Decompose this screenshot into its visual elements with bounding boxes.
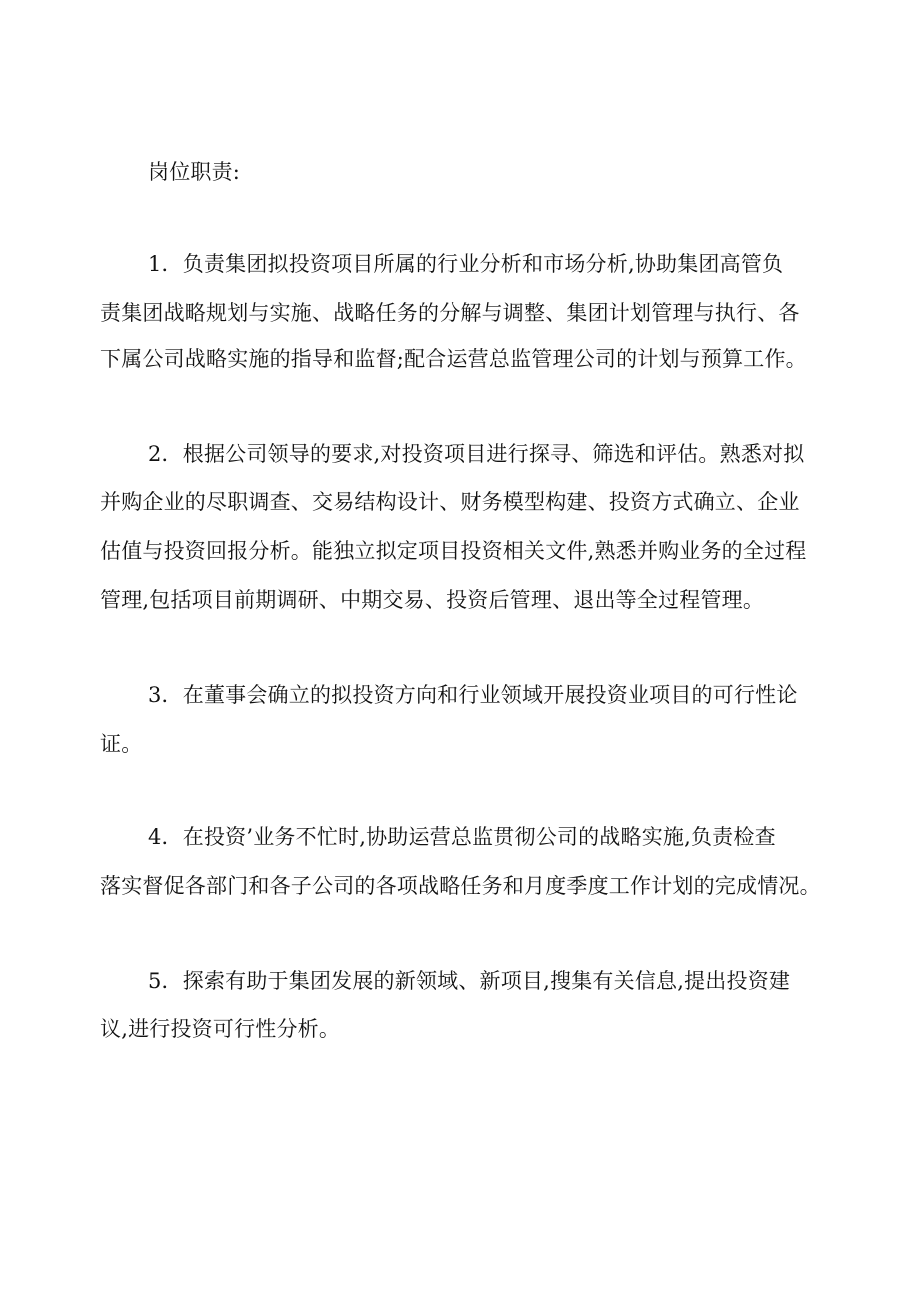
item-4-line-1: 4．在投资’业务不忙时,协助运营总监贯彻公司的战略实施,负责检查	[148, 825, 776, 849]
item-2-line-1: 2．根据公司领导的要求,对投资项目进行探寻、筛选和评估。熟悉对拟	[148, 442, 805, 466]
item-3-line-2: 证。	[100, 732, 143, 756]
section-heading: 岗位职责:	[148, 160, 241, 184]
item-2-line-2: 并购企业的尽职调查、交易结构设计、财务模型构建、投资方式确立、企业	[100, 490, 800, 514]
item-1-line-1: 1．负责集团拟投资项目所属的行业分析和市场分析,协助集团高管负	[148, 252, 784, 276]
item-1-line-3: 下属公司战略实施的指导和监督;配合运营总监管理公司的计划与预算工作。	[100, 347, 807, 371]
item-1-line-2: 责集团战略规划与实施、战略任务的分解与调整、集团计划管理与执行、各	[100, 301, 800, 325]
item-4-line-2: 落实督促各部门和各子公司的各项战略任务和月度季度工作计划的完成情况。	[100, 874, 821, 898]
item-2-line-4: 管理,包括项目前期调研、中期交易、投资后管理、退出等全过程管理。	[100, 588, 765, 612]
item-3-line-1: 3．在董事会确立的拟投资方向和行业领域开展投资业项目的可行性论	[148, 683, 798, 707]
item-5-line-2: 议,进行投资可行性分析。	[100, 1017, 341, 1041]
item-2-line-3: 估值与投资回报分析。能独立拟定项目投资相关文件,熟悉并购业务的全过程	[100, 539, 807, 563]
item-5-line-1: 5．探索有助于集团发展的新领域、新项目,搜集有关信息,提出投资建	[148, 969, 791, 993]
